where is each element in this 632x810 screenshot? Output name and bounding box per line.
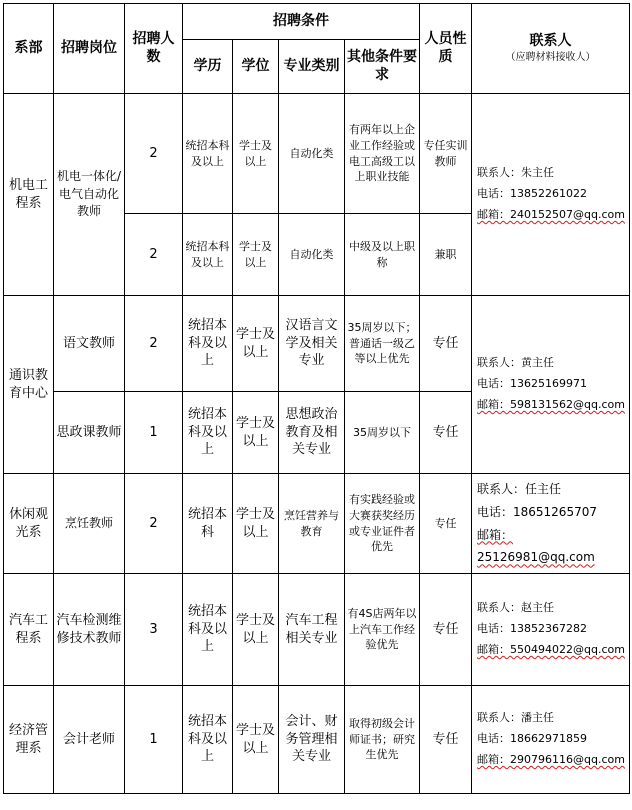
contact-cell [472,296,630,474]
other-cell: 中级及以上职称 [345,214,420,296]
other-cell: 有两年以上企业工作经验或电工高级工以上职业技能 [345,94,420,214]
table-row [4,94,630,214]
table-row [4,296,630,392]
edu-cell: 统招本科及以上 [183,392,233,474]
degree-cell: 学士及以上 [233,296,279,392]
contact-name: 联系人：黄主任 [477,356,554,370]
degree-cell: 学士及以上 [233,94,279,214]
position-cell: 烹饪教师 [54,474,125,574]
header-row-1 [4,4,630,40]
degree-cell: 学士及以上 [233,474,279,574]
count-cell: 3 [125,574,183,686]
count-cell: 2 [125,474,183,574]
header-major: 专业类别 [279,40,345,94]
type-cell: 兼职 [420,214,472,296]
contact-phone: 电话：18662971859 [477,732,587,746]
edu-cell: 统招本科 [183,474,233,574]
dept-cell: 通识教育中心 [4,296,54,474]
count-cell: 2 [125,296,183,392]
major-cell: 思想政治教育及相关专业 [279,392,345,474]
header-count: 招聘人数 [125,4,183,94]
header-conditions: 招聘条件 [183,4,420,40]
degree-cell: 学士及以上 [233,574,279,686]
other-cell: 35周岁以下；普通话一级乙等以上优先 [345,296,420,392]
contact-phone: 电话：18651265707 [477,504,597,519]
type-cell: 专任 [420,474,472,574]
count-cell: 1 [125,392,183,474]
contact-email: 邮箱：598131562@qq.com [477,397,625,411]
position-cell: 语文教师 [54,296,125,392]
major-cell: 汉语言文学及相关专业 [279,296,345,392]
type-cell: 专任 [420,574,472,686]
contact-email: 邮箱：290796116@qq.com [477,752,625,766]
header-contact-note: （应聘材料接收人） [505,51,596,63]
header-contact [472,4,630,94]
contact-email: 邮箱：550494022@qq.com [477,642,625,656]
type-cell: 专任 [420,392,472,474]
major-cell: 汽车工程相关专业 [279,574,345,686]
recruitment-table [3,3,630,794]
count-cell: 2 [125,214,183,296]
position-cell: 汽车检测维修技术教师 [54,574,125,686]
header-edu: 学历 [183,40,233,94]
type-cell: 专任 [420,686,472,794]
other-cell: 35周岁以下 [345,392,420,474]
contact-name: 联系人：赵主任 [477,601,554,615]
contact-name: 联系人：任主任 [477,481,562,496]
dept-cell: 机电工程系 [4,94,54,296]
edu-cell: 统招本科及以上 [183,214,233,296]
header-other: 其他条件要求 [345,40,420,94]
contact-name: 联系人：潘主任 [477,711,554,725]
other-cell: 有实践经验或大赛获奖经历或专业证件者优先 [345,474,420,574]
edu-cell: 统招本科及以上 [183,94,233,214]
contact-cell [472,574,630,686]
header-dept: 系部 [4,4,54,94]
contact-phone: 电话：13625169971 [477,377,587,391]
contact-phone: 电话：13852367282 [477,622,587,636]
dept-cell: 经济管理系 [4,686,54,794]
type-cell: 专任 [420,296,472,392]
recruitment-table-wrapper [3,3,630,794]
edu-cell: 统招本科及以上 [183,574,233,686]
count-cell: 1 [125,686,183,794]
dept-cell: 汽车工程系 [4,574,54,686]
contact-name: 联系人：朱主任 [477,166,554,180]
edu-cell: 统招本科及以上 [183,686,233,794]
position-cell: 机电一体化/电气自动化教师 [54,94,125,296]
type-cell: 专任实训教师 [420,94,472,214]
degree-cell: 学士及以上 [233,214,279,296]
header-type: 人员性质 [420,4,472,94]
table-row [4,686,630,794]
count-cell: 2 [125,94,183,214]
edu-cell: 统招本科及以上 [183,296,233,392]
header-position: 招聘岗位 [54,4,125,94]
position-cell: 思政课教师 [54,392,125,474]
degree-cell: 学士及以上 [233,686,279,794]
table-row [4,574,630,686]
contact-cell [472,686,630,794]
contact-phone: 电话：13852261022 [477,187,587,201]
major-cell: 自动化类 [279,214,345,296]
contact-cell [472,94,630,296]
position-cell: 会计老师 [54,686,125,794]
contact-cell [472,474,630,574]
major-cell: 自动化类 [279,94,345,214]
other-cell: 取得初级会计师证书；研究生优先 [345,686,420,794]
header-contact-label: 联系人 [529,33,572,50]
contact-email: 邮箱：25126981@qq.com [477,527,595,565]
degree-cell: 学士及以上 [233,392,279,474]
major-cell: 会计、财务管理相关专业 [279,686,345,794]
other-cell: 有4S店两年以上汽车工作经验优先 [345,574,420,686]
table-row [4,474,630,574]
dept-cell: 休闲观光系 [4,474,54,574]
major-cell: 烹饪营养与教育 [279,474,345,574]
header-degree: 学位 [233,40,279,94]
contact-email: 邮箱：240152507@qq.com [477,207,625,221]
